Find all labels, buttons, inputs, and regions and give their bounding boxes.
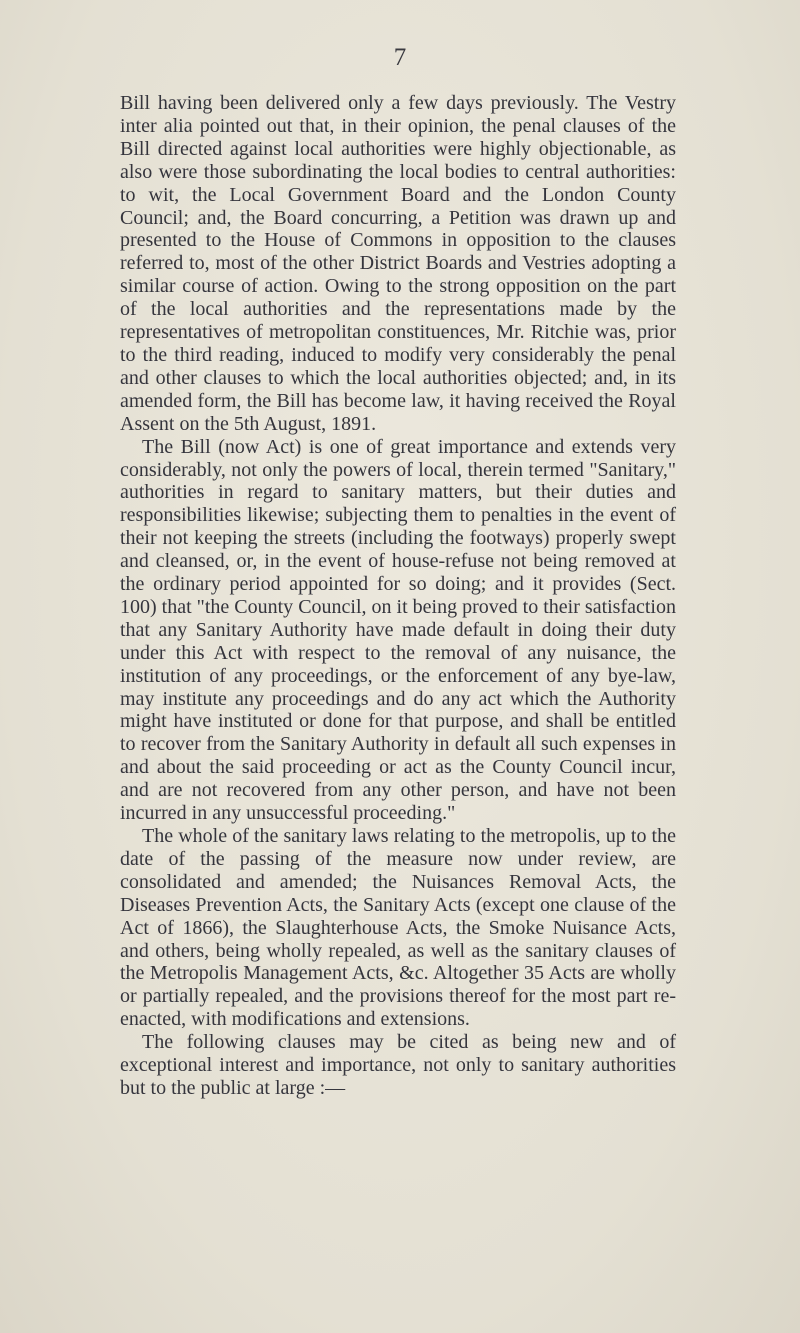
paragraph-sanitary-laws: The whole of the sanitary laws relating to the metropolis, up to the date of the passing of the measure now under review, are consolidated and amended; the Nuisances Removal Acts, the Diseases Prevention Acts, the Sanitary Acts (except one clause of the Act of 1866), the Slaughterhouse Acts, the Smoke Nuisance Acts, and others, being wholly repealed, as well as the sanitary clauses of the Metropolis Management Acts, &c. Altogether 35 Acts are wholly or partially repealed, and the provisions thereof for the most part re-enacted, with modifications and extensions. — [120, 825, 676, 1031]
page-number: 7 — [393, 44, 407, 71]
paragraph-bill-importance: The Bill (now Act) is one of great importance and extends very considerably, not only the powers of local, therein termed "Sanitary," authorities in regard to sanitary matters, but their duties and responsibilities likewise; subjecting them to penalties in the event of their not keeping the streets (including the footways) properly swept and cleansed, or, in the event of house-refuse not being removed at the ordinary period appointed for so doing; and it provides (Sect. 100) that "the County Council, on it being proved to their satisfaction that any Sanitary Authority have made default in doing their duty under this Act with respect to the removal of any nuisance, the institution of any proceedings, or the enforcement of any bye-law, may institute any proceedings and do any act which the Authority might have instituted or done for that purpose, and shall be entitled to recover from the Sanitary Authority in default all such expenses in and about the said proceeding or act as the County Council incur, and are not recovered from any other person, and have not been incurred in any unsuccessful proceeding." — [120, 435, 676, 825]
body-text — [120, 92, 676, 1100]
paragraph-following-clauses: The following clauses may be cited as being new and of exceptional interest and importance, not only to sanitary authorities but to the public at large :— — [120, 1031, 676, 1099]
paragraph-continuation: Bill having been delivered only a few days previously. The Vestry inter alia pointed out that, in their opinion, the penal clauses of the Bill directed against local authorities were highly objectionable, as also were those subordinating the local bodies to central authorities: to wit, the Local Government Board and the London County Council; and, the Board concurring, a Petition was drawn up and presented to the House of Commons in opposition to the clauses referred to, most of the other District Boards and Vestries adopting a similar course of action. Owing to the strong opposition on the part of the local authorities and the representations made by the representatives of metropolitan constituences, Mr. Ritchie was, prior to the third reading, induced to modify very considerably the penal and other clauses to which the local authorities objected; and, in its amended form, the Bill has become law, it having received the Royal Assent on the 5th August, 1891. — [120, 92, 676, 435]
